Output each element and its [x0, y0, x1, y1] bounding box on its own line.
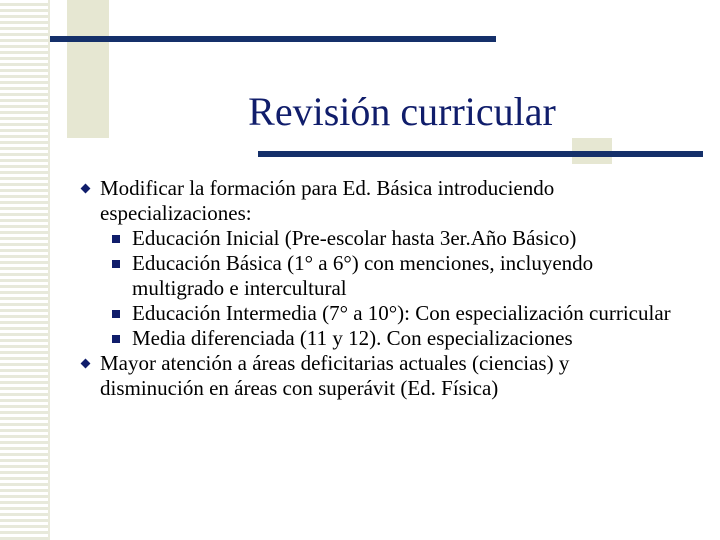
- square-bullet-icon: [112, 235, 120, 243]
- sub-bullet-item: [76, 226, 676, 251]
- sub-bullet-text: Educación Inicial (Pre-escolar hasta 3er.Año Básico): [132, 226, 577, 250]
- sub-bullet-text: Educación Intermedia (7° a 10°): Con especialización curricular: [132, 301, 671, 325]
- title-rule-top: [50, 36, 496, 42]
- bullet-text: Mayor atención a áreas deficitarias actuales (ciencias) y disminución en áreas con superávit (Ed. Física): [100, 351, 570, 400]
- sub-bullet-text: Media diferenciada (11 y 12). Con especializaciones: [132, 326, 573, 350]
- bullet-item: [76, 351, 676, 401]
- slide-title: Revisión curricular: [248, 89, 556, 134]
- sub-bullet-item: [76, 326, 676, 351]
- bullet-text: Modificar la formación para Ed. Básica introduciendo especializaciones:: [100, 176, 555, 225]
- slide-content: [76, 176, 676, 401]
- bullet-item: [76, 176, 676, 226]
- diamond-bullet-icon: [78, 354, 92, 372]
- sub-bullet-item: [76, 301, 676, 326]
- sub-bullet-item: [76, 251, 676, 301]
- diamond-bullet-icon: [78, 179, 92, 197]
- square-bullet-icon: [112, 260, 120, 268]
- square-bullet-icon: [112, 310, 120, 318]
- sub-bullet-text: Educación Básica (1° a 6°) con menciones, incluyendo multigrado e intercultural: [132, 251, 594, 300]
- title-rule-bottom: [258, 151, 703, 157]
- tan-accent-block-top: [67, 0, 109, 138]
- striped-margin-decoration: [0, 0, 50, 540]
- square-bullet-icon: [112, 335, 120, 343]
